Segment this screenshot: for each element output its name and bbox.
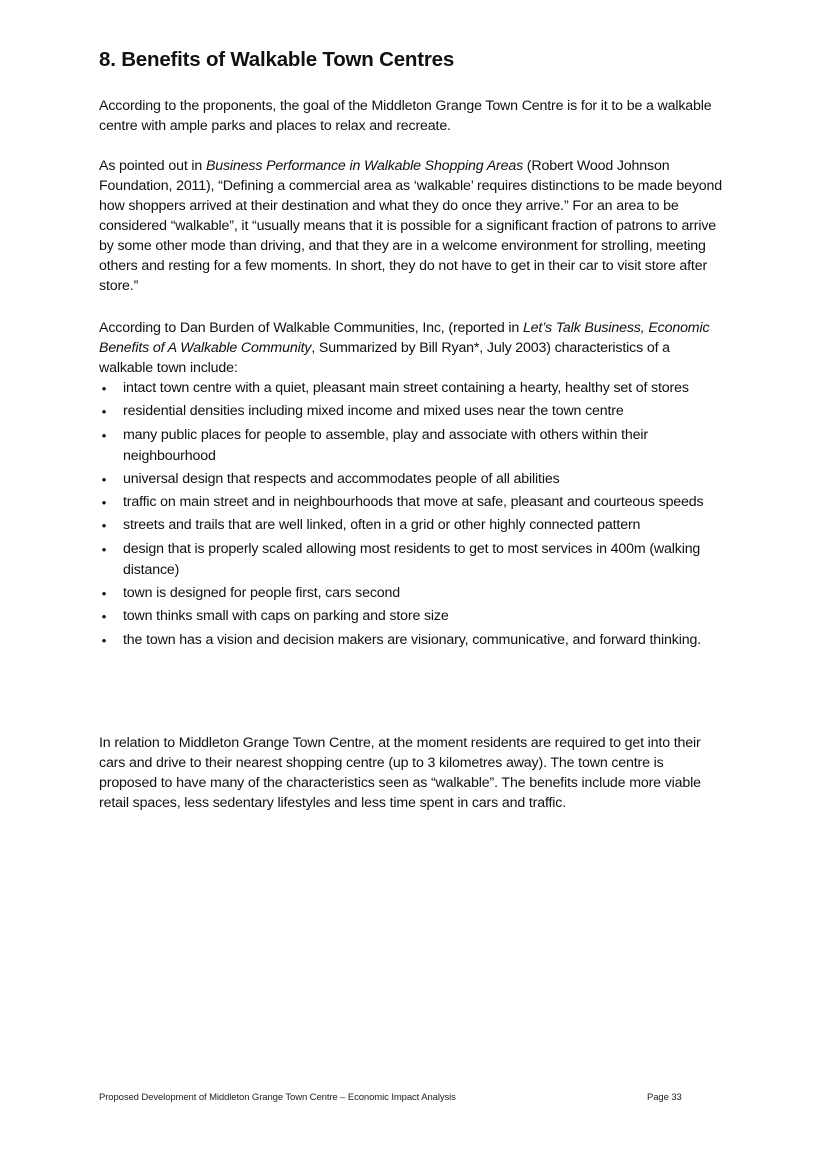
- walkable-definition-paragraph: [99, 156, 724, 296]
- bullet-icon: •: [101, 609, 107, 625]
- list-item: [99, 539, 724, 581]
- bullet-icon: •: [101, 471, 107, 487]
- bullet-icon: •: [101, 632, 107, 648]
- list-item-text: town is designed for people first, cars second: [123, 585, 401, 602]
- list-item-text: intact town centre with a quiet, pleasant main street containing a hearty, healthy set of stores: [123, 380, 689, 396]
- characteristics-block: [99, 318, 724, 653]
- list-item: [99, 378, 724, 399]
- list-item-text: residential densities including mixed income and mixed uses near the town centre: [123, 403, 624, 420]
- characteristics-intro: [99, 318, 724, 378]
- list-item: [99, 425, 724, 467]
- p2-text-pre: As pointed out in: [99, 158, 206, 174]
- p2-text-post: (Robert Wood Johnson Foundation, 2011), “Defining a commercial area as ‘walkable’ requires distinctions to be made beyond how shoppers arrived at their destination and what they do once they arrive.” For an area to be considered “walkable”, it “usually means that it is possible for a significant fraction of patrons to arrive by some other mode than driving, and that they are in a welcome environment for strolling, meeting others and resting for a few moments. In short, they do not have to get in their car to visit store after store.”: [99, 158, 722, 294]
- p3-text-post: , Summarized by Bill Ryan*, July 2003) characteristics of a walkable town include:: [99, 340, 670, 376]
- list-item-text: many public places for people to assemble, play and associate with others within their neighbourhood: [123, 426, 648, 464]
- bullet-icon: •: [101, 381, 107, 396]
- p3-text-pre: According to Dan Burden of Walkable Communities, Inc, (reported in: [99, 320, 523, 336]
- conclusion-paragraph: In relation to Middleton Grange Town Centre, at the moment residents are required to get into their cars and drive to their nearest shopping centre (up to 3 kilometres away). The town centre is proposed to have many of the characteristics seen as “walkable”. The benefits include more viable retail spaces, less sedentary lifestyles and less time spent in cars and traffic.: [99, 735, 701, 811]
- bullet-icon: •: [101, 427, 107, 443]
- list-item-text: traffic on main street and in neighbourhoods that move at safe, pleasant and courteous speeds: [123, 494, 704, 511]
- list-item: [99, 606, 724, 627]
- bullet-icon: •: [101, 495, 107, 511]
- section-heading: 8. Benefits of Walkable Town Centres: [99, 48, 455, 71]
- list-item: [99, 492, 724, 513]
- list-item: [99, 401, 724, 422]
- list-item: [99, 630, 724, 651]
- characteristics-list: [99, 378, 724, 651]
- bullet-icon: •: [101, 541, 107, 557]
- list-item-text: town thinks small with caps on parking and store size: [123, 608, 449, 625]
- list-item-text: streets and trails that are well linked, often in a grid or other highly connected pattern: [123, 517, 641, 534]
- list-item: [99, 583, 724, 604]
- list-item-text: design that is properly scaled allowing most residents to get to most services in 400m (walking distance): [123, 540, 701, 578]
- footer-document-title: Proposed Development of Middleton Grange Town Centre – Economic Impact Analysis: [99, 1092, 456, 1103]
- list-item: [99, 515, 724, 536]
- list-item: [99, 469, 724, 490]
- p2-cited-title: Business Performance in Walkable Shopping Areas: [205, 158, 524, 174]
- p3-cited-title: Let’s Talk Business, Economic Benefits of A Walkable Community: [99, 320, 710, 356]
- bullet-icon: •: [101, 586, 107, 602]
- bullet-icon: •: [101, 404, 107, 420]
- bullet-icon: •: [101, 518, 107, 534]
- footer-page-number: Page 33: [647, 1092, 682, 1103]
- list-item-text: universal design that respects and accommodates people of all abilities: [123, 470, 560, 487]
- list-item-text: the town has a vision and decision makers are visionary, communicative, and forward thinking.: [123, 631, 702, 648]
- intro-paragraph: According to the proponents, the goal of the Middleton Grange Town Centre is for it to be a walkable centre with ample parks and places to relax and recreate.: [99, 98, 712, 134]
